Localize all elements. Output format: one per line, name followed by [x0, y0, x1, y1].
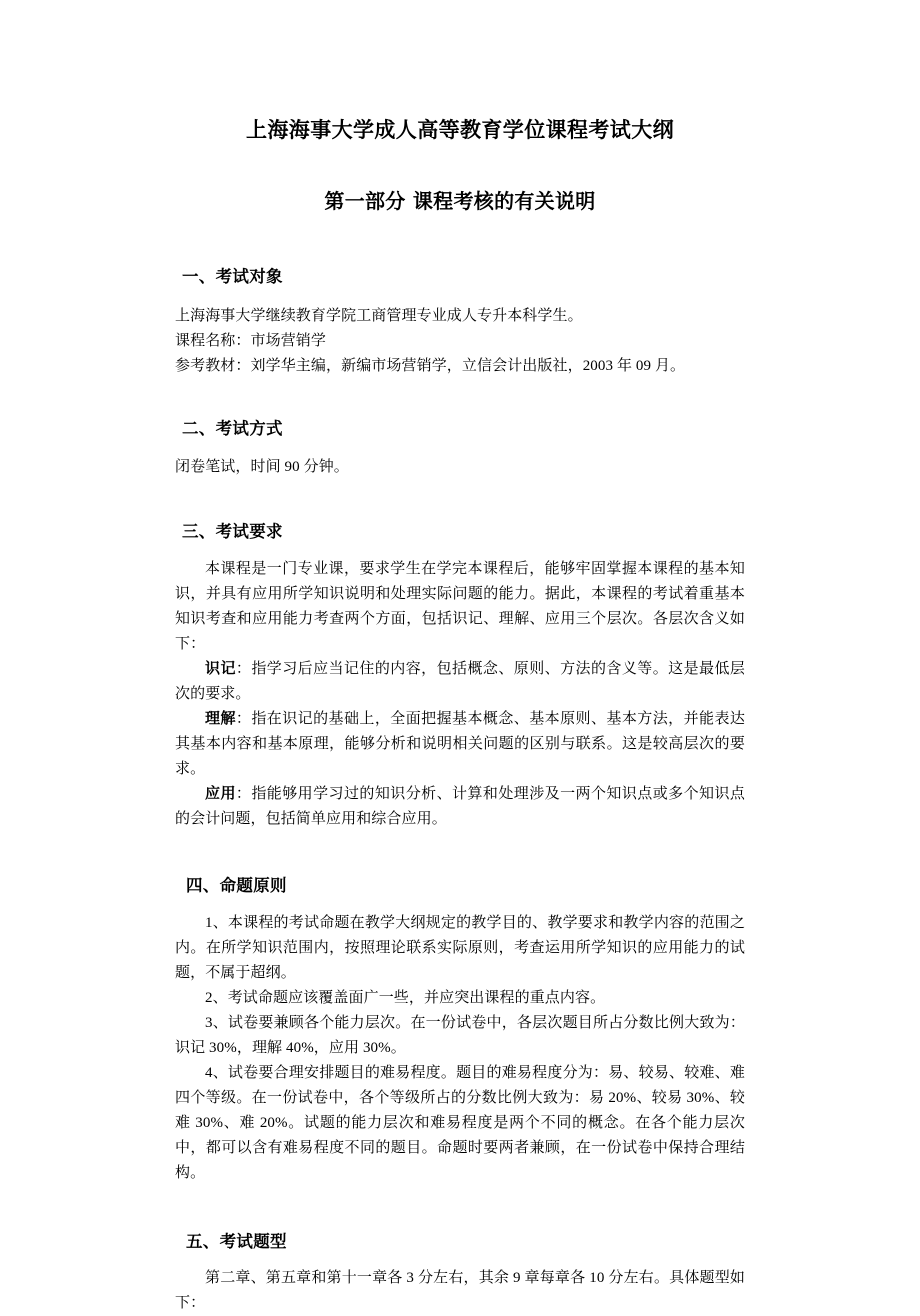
section-proposition-principles — [175, 832, 745, 1186]
section-exam-requirements — [175, 480, 745, 832]
section-heading-4: 四、命题原则 — [186, 876, 287, 896]
body-line: 第二章、第五章和第十一章各 3 分左右，其余 9 章每章各 10 分左右。具体题型如下： — [175, 1270, 745, 1312]
spacer — [175, 288, 745, 304]
definition-item — [175, 707, 745, 782]
section-question-types — [175, 1186, 745, 1316]
part-title: 第一部分 课程考核的有关说明 — [324, 189, 596, 214]
section-body-3 — [175, 557, 745, 832]
section-exam-audience — [175, 213, 745, 379]
spacer — [175, 1252, 745, 1266]
spacer — [175, 543, 745, 557]
section-heading-1: 一、考试对象 — [182, 267, 283, 287]
section-heading-5: 五、考试题型 — [186, 1231, 287, 1251]
definition-term: 识记 — [205, 661, 236, 678]
section-body-2 — [175, 455, 745, 480]
section-body-5 — [175, 1266, 745, 1316]
body-line: 上海海事大学继续教育学院工商管理专业成人专升本科学生。 — [175, 307, 583, 324]
numbered-item: 3、试卷要兼顾各个能力层次。在一份试卷中，各层次题目所占分数比例大致为：识记 30%，理解 40%，应用 30%。 — [175, 1014, 745, 1056]
numbered-item: 1、本课程的考试命题在教学大纲规定的教学目的、教学要求和教学内容的范围之内。在所学知识范围内，按照理论联系实际原则，考查运用所学知识的应用能力的试题，不属于超纲。 — [175, 914, 745, 981]
definition-term: 应用 — [205, 786, 236, 803]
numbered-item: 4、试卷要合理安排题目的难易程度。题目的难易程度分为：易、较易、较难、难四个等级。在一份试卷中，各个等级所占的分数比例大致为：易 20%、较易 30%、较难 30%、难 20%。试题的能力层次和难易程度是两个不同的概念。在各个能力层次中，都可以含有难易程度不同的题目。命题时要两者兼顾，在一份试卷中保持合理结构。 — [175, 1064, 745, 1181]
definition-item — [175, 657, 745, 707]
definition-item — [175, 782, 745, 832]
definition-term: 理解 — [205, 711, 236, 728]
numbered-item: 2、考试命题应该覆盖面广一些，并应突出课程的重点内容。 — [205, 989, 606, 1006]
document-title: 上海海事大学成人高等教育学位课程考试大纲 — [246, 118, 674, 142]
requirements-intro: 本课程是一门专业课，要求学生在学完本课程后，能够牢固掌握本课程的基本知识，并具有应用所学知识说明和处理实际问题的能力。据此，本课程的考试着重基本知识考查和应用能力考查两个方面，包括识记、理解、应用三个层次。各层次含义如下： — [175, 561, 745, 653]
section-body-4 — [175, 911, 745, 1186]
body-line: 参考教材：刘学华主编，新编市场营销学，立信会计出版社，2003 年 09 月。 — [175, 357, 686, 374]
definition-text: ：指学习后应当记住的内容，包括概念、原则、方法的含义等。这是最低层次的要求。 — [175, 661, 746, 703]
section-exam-format — [175, 379, 745, 481]
body-line: 课程名称：市场营销学 — [175, 332, 327, 349]
spacer — [175, 439, 745, 455]
definition-text: ：指在识记的基础上，全面把握基本概念、基本原则、基本方法，并能表达其基本内容和基本原理，能够分析和说明相关问题的区别与联系。这是较高层次的要求。 — [175, 711, 746, 778]
body-line: 闭卷笔试，时间 90 分钟。 — [175, 459, 349, 476]
section-heading-3: 三、考试要求 — [182, 522, 283, 542]
section-body-1 — [175, 304, 745, 379]
section-heading-2: 二、考试方式 — [182, 418, 283, 438]
spacer — [175, 897, 745, 911]
definition-text: ：指能够用学习过的知识分析、计算和处理涉及一两个知识点或多个知识点的会计问题，包括简单应用和综合应用。 — [175, 786, 746, 828]
